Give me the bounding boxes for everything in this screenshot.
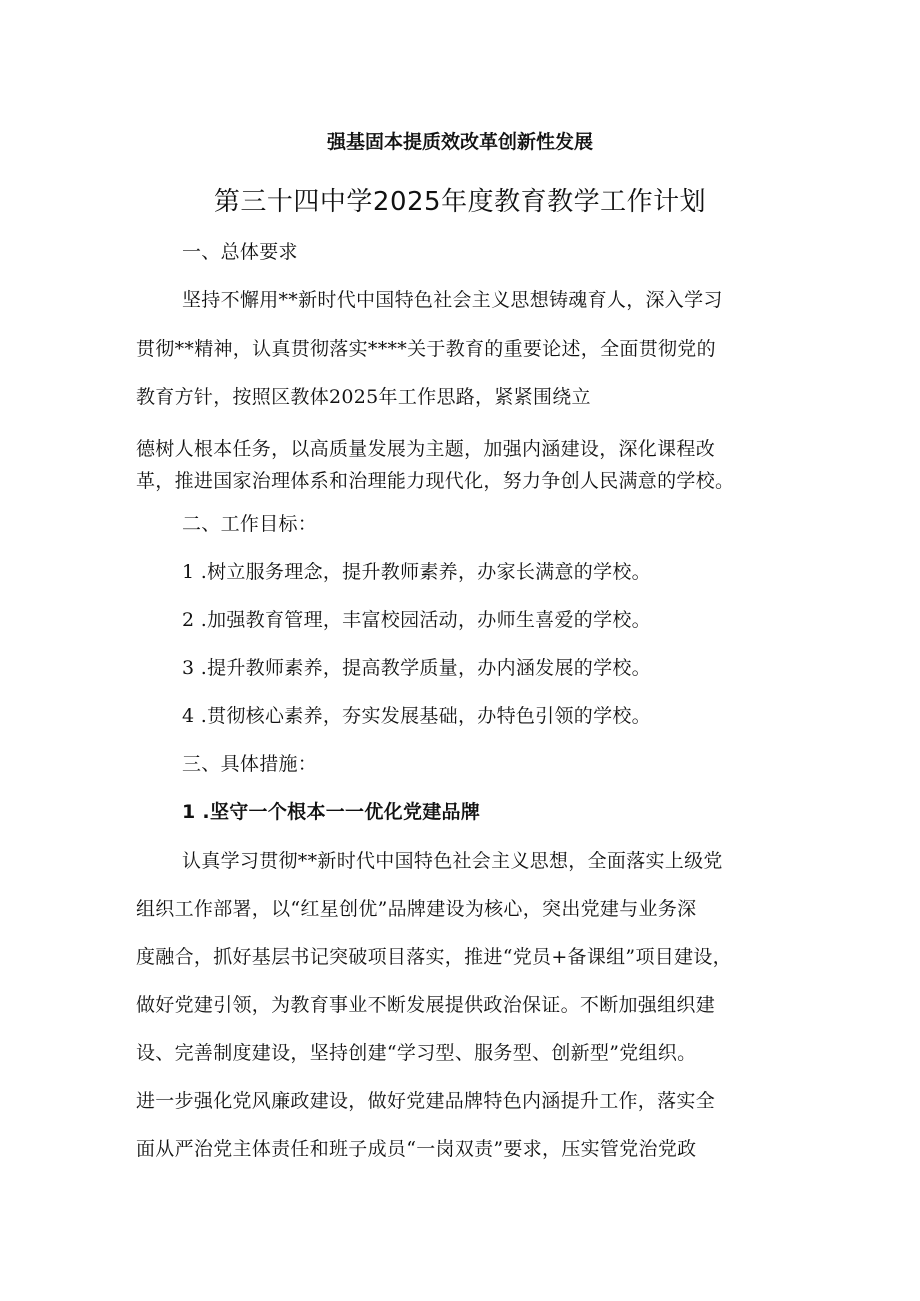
paragraph-line: 组织工作部署，以“红星创优”品牌建设为核心，突出党建与业务深 [136, 898, 697, 920]
list-item: 3 .提升教师素养，提高教学质量，办内涵发展的学校。 [182, 657, 651, 679]
paragraph-line: 坚持不懈用**新时代中国特色社会主义思想铸魂育人，深入学习 [182, 289, 723, 311]
document-subtitle: 强基固本提质效改革创新性发展 [326, 131, 593, 153]
paragraph-line: 贯彻**精神，认真贯彻落实****关于教育的重要论述，全面贯彻党的 [136, 338, 716, 360]
paragraph-line: 德树人根本任务，以高质量发展为主题，加强内涵建设，深化课程改 [136, 438, 716, 460]
paragraph-line: 教育方针，按照区教体2025年工作思路，紧紧围绕立 [136, 386, 591, 408]
paragraph-line: 设、完善制度建设，坚持创建“学习型、服务型、创新型”党组织。 [136, 1042, 697, 1064]
section-heading: 一、总体要求 [182, 241, 298, 263]
paragraph-line: 进一步强化党风廉政建设，做好党建品牌特色内涵提升工作，落实全 [136, 1090, 716, 1112]
list-item: 1 .树立服务理念，提升教师素养，办家长满意的学校。 [182, 561, 651, 583]
section-heading: 三、具体措施： [182, 753, 318, 775]
section-heading: 二、工作目标： [182, 513, 318, 535]
subsection-heading: 1 .坚守一个根本一一优化党建品牌 [182, 801, 481, 823]
paragraph-line: 认真学习贯彻**新时代中国特色社会主义思想，全面落实上级党 [182, 850, 723, 872]
paragraph-line: 面从严治党主体责任和班子成员“一岗双责”要求，压实管党治党政 [136, 1138, 697, 1160]
document-title: 第三十四中学2025年度教育教学工作计划 [213, 187, 707, 217]
paragraph-line: 度融合，抓好基层书记突破项目落实，推进“党员+备课组”项目建设， [136, 946, 732, 968]
list-item: 4 .贯彻核心素养，夯实发展基础，办特色引领的学校。 [182, 705, 651, 727]
paragraph-line: 革，推进国家治理体系和治理能力现代化，努力争创人民满意的学校。 [136, 470, 735, 492]
paragraph-line: 做好党建引领，为教育事业不断发展提供政治保证。不断加强组织建 [136, 994, 716, 1016]
list-item: 2 .加强教育管理，丰富校园活动，办师生喜爱的学校。 [182, 609, 651, 631]
